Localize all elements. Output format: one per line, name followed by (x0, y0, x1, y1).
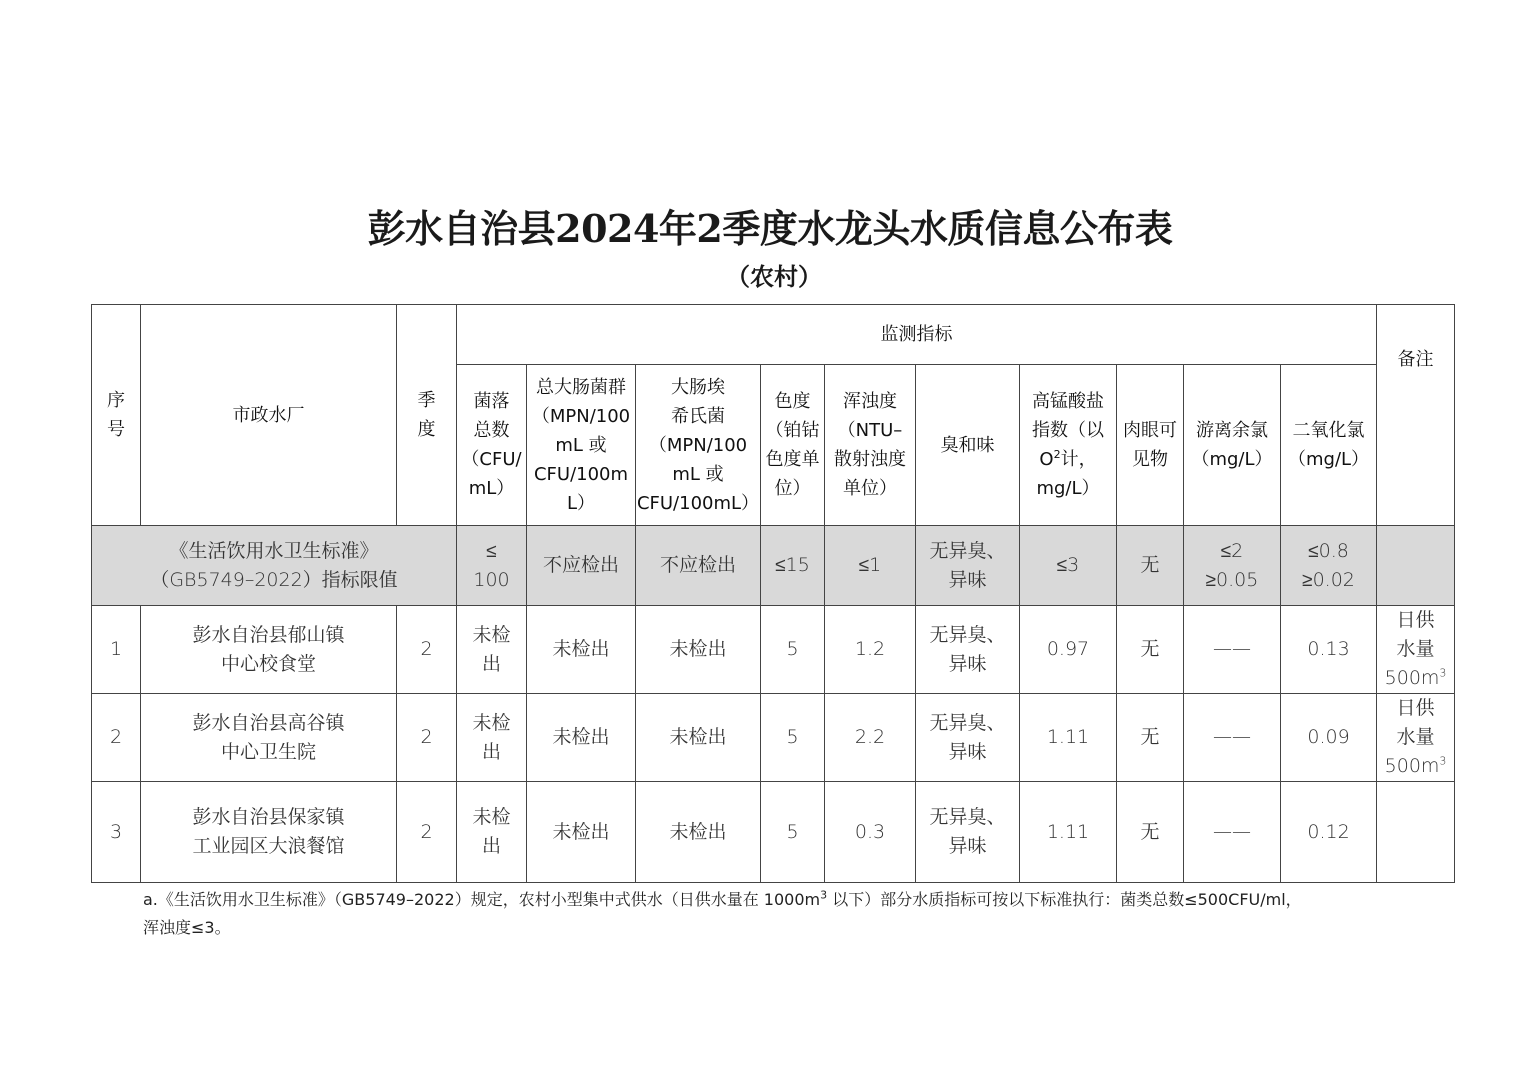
row-seq: 2 (92, 694, 141, 782)
row-ecoli: 未检出 (636, 694, 761, 782)
row-coliform: 未检出 (527, 782, 636, 883)
table-row (92, 606, 1455, 694)
row-colony: 未检 出 (457, 606, 527, 694)
row-chlorine: —— (1184, 606, 1281, 694)
header-free-chlorine: 游离余氯 （mg/L） (1184, 365, 1281, 526)
standard-odor: 无异臭、 异味 (916, 526, 1020, 606)
row-coliform: 未检出 (527, 694, 636, 782)
table-row (92, 782, 1455, 883)
standard-turbidity: ≤1 (825, 526, 916, 606)
standard-color: ≤15 (761, 526, 825, 606)
footnote: a.《生活饮用水卫生标准》（GB5749–2022）规定，农村小型集中式供水（日供水量在 $1000m^3$ 以下）部分水质指标可按以下标准执行：菌类总数≤500CFU/ml， 浑浊度≤3。 (143, 888, 1302, 937)
row-seq: 1 (92, 606, 141, 694)
row-color: 5 (761, 782, 825, 883)
standard-colony: ≤ 100 (457, 526, 527, 606)
row-turbidity: 1.2 (825, 606, 916, 694)
row-season: 2 (397, 782, 457, 883)
header-visible-matter: 肉眼可 见物 (1117, 365, 1184, 526)
standard-ecoli: 不应检出 (636, 526, 761, 606)
row-odor: 无异臭、 异味 (916, 782, 1020, 883)
row-chlorine: —— (1184, 694, 1281, 782)
row-permanganate: 1.11 (1020, 694, 1117, 782)
header-season: 季 度 (397, 305, 457, 526)
page-subtitle: （农村） (726, 262, 822, 291)
row-chlorine: —— (1184, 782, 1281, 883)
header-chlorine-dioxide: 二氧化氯 （mg/L） (1281, 365, 1377, 526)
header-turbidity: 浑浊度 （NTU– 散射浊度 单位） (825, 365, 916, 526)
row-odor: 无异臭、 异味 (916, 694, 1020, 782)
row-plant: 彭水自治县保家镇 工业园区大浪餐馆 (141, 782, 397, 883)
row-dioxide: 0.09 (1281, 694, 1377, 782)
row-remarks (1377, 782, 1455, 883)
header-remarks: 备注 (1377, 305, 1455, 526)
row-visible: 无 (1117, 782, 1184, 883)
row-ecoli: 未检出 (636, 782, 761, 883)
row-plant: 彭水自治县高谷镇 中心卫生院 (141, 694, 397, 782)
standard-dioxide: ≤0.8 ≥0.02 (1281, 526, 1377, 606)
row-ecoli: 未检出 (636, 606, 761, 694)
row-visible: 无 (1117, 606, 1184, 694)
table-row (92, 694, 1455, 782)
header-ecoli: 大肠埃 希氏菌 （MPN/100 mL 或 CFU/100mL） (636, 365, 761, 526)
standard-chlorine: ≤2 ≥0.05 (1184, 526, 1281, 606)
row-permanganate: 0.97 (1020, 606, 1117, 694)
row-coliform: 未检出 (527, 606, 636, 694)
row-plant: 彭水自治县郁山镇 中心校食堂 (141, 606, 397, 694)
header-row-1 (92, 305, 1455, 365)
row-season: 2 (397, 694, 457, 782)
header-seq: 序 号 (92, 305, 141, 526)
standard-row (92, 526, 1455, 606)
row-season: 2 (397, 606, 457, 694)
standard-permanganate: ≤3 (1020, 526, 1117, 606)
row-permanganate: 1.11 (1020, 782, 1117, 883)
row-dioxide: 0.12 (1281, 782, 1377, 883)
row-color: 5 (761, 606, 825, 694)
row-turbidity: 2.2 (825, 694, 916, 782)
header-colony-count: 菌落 总数 （CFU/ mL） (457, 365, 527, 526)
row-color: 5 (761, 694, 825, 782)
standard-label: 《生活饮用水卫生标准》 （GB5749–2022）指标限值 (92, 526, 457, 606)
row-colony: 未检 出 (457, 694, 527, 782)
standard-coliform: 不应检出 (527, 526, 636, 606)
row-turbidity: 0.3 (825, 782, 916, 883)
header-plant: 市政水厂 (141, 305, 397, 526)
header-monitoring: 监测指标 (457, 305, 1377, 365)
standard-visible: 无 (1117, 526, 1184, 606)
header-total-coliform: 总大肠菌群 （MPN/100 mL 或 CFU/100m L） (527, 365, 636, 526)
header-permanganate: 高锰酸盐 指数（以 $O^2$计， mg/L） (1020, 365, 1117, 526)
row-remarks: 日供 水量 $500m^3$ (1377, 694, 1455, 782)
row-dioxide: 0.13 (1281, 606, 1377, 694)
row-odor: 无异臭、 异味 (916, 606, 1020, 694)
water-quality-table (91, 304, 1455, 883)
row-visible: 无 (1117, 694, 1184, 782)
row-remarks: 日供 水量 $500m^3$ (1377, 606, 1455, 694)
row-colony: 未检 出 (457, 782, 527, 883)
page-title: 彭水自治县2024年2季度水龙头水质信息公布表 (367, 206, 1173, 251)
standard-remarks (1377, 526, 1455, 606)
row-seq: 3 (92, 782, 141, 883)
header-odor: 臭和味 (916, 365, 1020, 526)
header-color: 色度 （铂钴 色度单 位） (761, 365, 825, 526)
